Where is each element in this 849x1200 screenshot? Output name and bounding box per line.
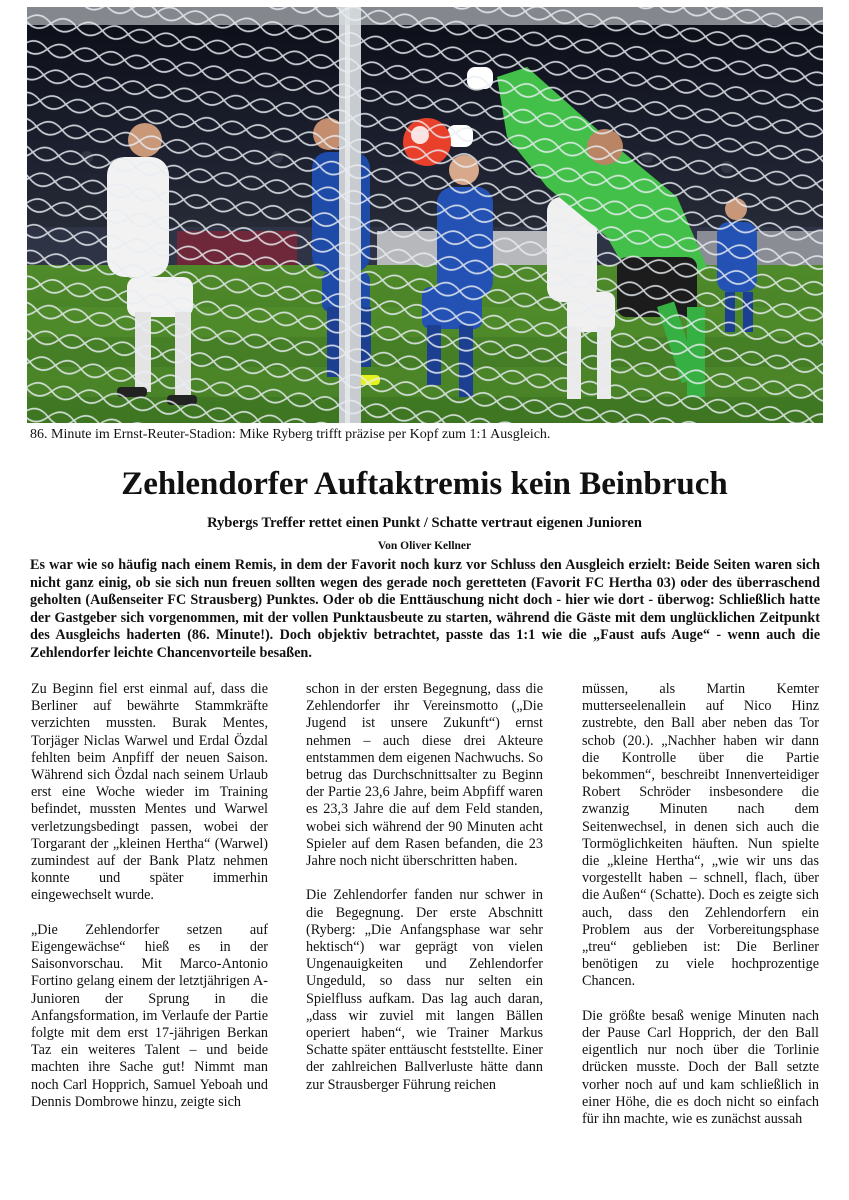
article-subheadline: Rybergs Treffer rettet einen Punkt / Schatte vertraut eigenen Junioren <box>207 515 642 531</box>
body-paragraph: müssen, als Martin Kemter mutterseelenallein auf Nico Hinz zustrebte, den Ball aber neben das Tor schob (20.). „Nachher haben wir dann die Kontrolle über die Partie bekommen“, beschreibt Innenverteidiger Robert Schröder insbesondere die zwanzig Minuten nach dem Seitenwechsel, in denen sich auch die Tormöglichkeiten häuften. Nun spielte die „kleine Hertha“, „wie wir uns das vorgestellt haben – schnell, flach, über die Außen“ (Schatte). Doch es zeigte sich auch, dass den Zehlendorfern ein Problem aus der Vorbereitungsphase „treu“ geblieben ist: Die Berliner benötigen zu viele hochprozentige Chancen. <box>582 681 819 990</box>
body-paragraph: „Die Zehlendorfer setzen auf Eigengewächse“ hieß es in der Saisonvorschau. Mit Marco-Antonio Fortino gelang einem der letztjährigen A-Junioren der Sprung in die Anfangsformation, im Verlaufe der Partie folgte mit dem erst 17-jährigen Berkan Taz ein weiteres Talent – und beide machten ihre Sache gut! Nimmt man noch Carl Hopprich, Samuel Yeboah und Dennis Dombrowe hinzu, zeigte sich <box>31 921 268 1110</box>
article-byline: Von Oliver Kellner <box>377 540 472 552</box>
article-column-1 <box>31 681 268 1128</box>
body-paragraph: Zu Beginn fiel erst einmal auf, dass die Berliner auf bewährte Stammkräfte verzichten mussten. Burak Mentes, Torjäger Niclas Warwel und Erdal Özdal fehlten beim Anpfiff der neuen Saison. Während sich Özdal nach seinem Urlaub erst eine Woche wieder im Training befindet, mussten Mentes und Warwel verletzungsbedingt passen, wobei der Torgarant der „kleinen Hertha“ (Warwel) zumindest auf der Bank Platz nehmen konnte und später immerhin eingewechselt wurde. <box>31 681 268 904</box>
match-photo-illustration <box>27 7 823 423</box>
body-paragraph: Die größte besaß wenige Minuten nach der Pause Carl Hopprich, der den Ball eigentlich nur noch über die Torlinie drücken musste. Doch der Ball setzte vorher noch auf und kam schließlich in einer Höhe, die es doch nicht so einfach für ihn machte, wie es zunächst aussah <box>582 1007 819 1128</box>
body-paragraph: Die Zehlendorfer fanden nur schwer in die Begegnung. Der erste Abschnitt (Ryberg: „Die Anfangsphase war sehr hektisch“) war geprägt von vielen Ungenauigkeiten und Zehlendorfer Ungeduld, so dass nur selten ein Spielfluss aufkam. Das lag auch daran, „dass wir zuviel mit langen Bällen operiert haben“, wie Trainer Markus Schatte später enttäuscht feststellte. Einer der zahlreichen Ballverluste hätte dann zur Strausberger Führung reichen <box>306 887 543 1093</box>
article-column-3 <box>582 681 819 1145</box>
article-headline: Zehlendorfer Auftaktremis kein Beinbruch <box>121 466 728 502</box>
article-lead: Es war wie so häufig nach einem Remis, in dem der Favorit noch kurz vor Schluss den Ausgleich erzielt: Beide Seiten waren sich nicht ganz einig, ob sie sich nun freuen sollten wegen des gerade noch geretteten (Favorit FC Hertha 03) oder des überraschend geholten (Außenseiter FC Strausberg) Punktes. Oder ob die Enttäuschung nicht doch - hier wie dort - überwog: Schließlich hatte der Gastgeber sich vorgenommen, mit der vollen Punktausbeute zu starten, während die Gäste mit dem unglücklichen Zeitpunkt des Ausgleichs haderten (86. Minute!). Doch objektiv betrachtet, passte das 1:1 wie die „Faust aufs Auge“ - wenn auch die Zehlendorfer leichte Chancenvorteile besaßen. <box>30 557 820 661</box>
article-column-2 <box>306 681 543 1111</box>
photo-caption: 86. Minute im Ernst-Reuter-Stadion: Mike Ryberg trifft präzise per Kopf zum 1:1 Ausgleich. <box>30 427 551 442</box>
body-paragraph: schon in der ersten Begegnung, dass die Zehlendorfer ihr Vereinsmotto („Die Jugend ist unsere Zukunft“) ernst nehmen – auch diese drei Akteure entstammen dem eigenen Nachwuchs. So betrug das Durchschnittsalter zu Beginn der Partie 23,6 Jahre, beim Abpfiff waren es 23,3 Jahre die auf dem Feld standen, wobei sich während der 90 Minuten acht Spieler auf dem Rasen befanden, die 23 Jahre noch nicht überschritten haben. <box>306 681 543 870</box>
match-photo <box>27 7 823 423</box>
